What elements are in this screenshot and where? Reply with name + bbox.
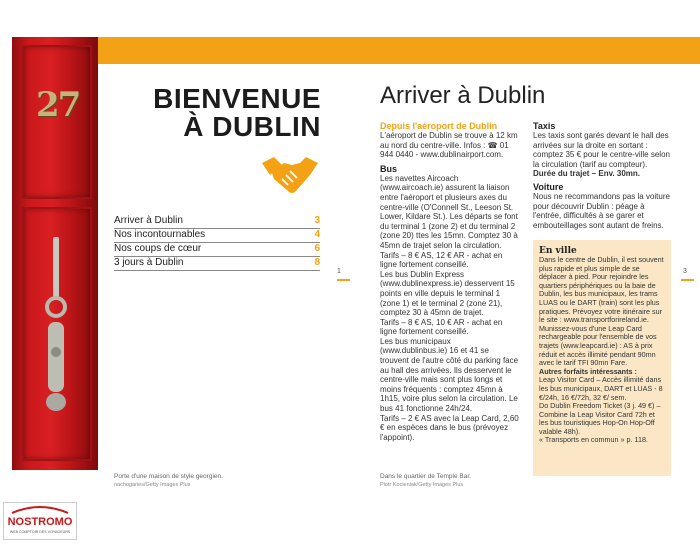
title-line-2: À DUBLIN <box>183 111 321 142</box>
handshake-icon <box>260 153 320 199</box>
en-ville-subheading: Autres forfaits intéressants : <box>539 366 637 376</box>
toc-item[interactable] <box>114 214 320 229</box>
bus-paragraph: Tarifs – 8 € AS, 10 € AR - achat en ligne fortement conseillé. <box>380 317 503 337</box>
logo-tagline: WEB COMPTOIR DES VOYAGEURS <box>9 530 71 534</box>
title-line-1: BIENVENUE <box>153 83 321 114</box>
en-ville-text: Do Dublin Freedom Ticket (3 j. 49 €) – Combine la Leap Visitor Card 72h et les bus touristiques Hop-On Hop-Off valable 48h). <box>539 401 661 436</box>
logo-graphic <box>4 503 76 539</box>
photo-caption-left: Porte d'une maison de style georgien. <box>114 473 223 480</box>
toc-item[interactable] <box>114 228 320 243</box>
airport-text: L'aéroport de Dublin se trouve à 12 km au nord du centre-ville. Infos : ☎ 01 944 0440 - www.dublinairport.com. <box>380 131 518 160</box>
door-number: 27 <box>36 85 80 125</box>
page-number-right: 3 <box>683 268 687 275</box>
bus-paragraph: Tarifs – 8 € AS, 12 € AR - achat en ligne fortement conseillé. <box>380 250 503 270</box>
en-ville-heading: En ville <box>539 246 577 256</box>
bus-paragraph: Les navettes Aircoach (www.aircoach.ie) assurent la liaison entre l'aéroport et plusieurs axes du centre-ville (O'Connell St., Leeson St. Lower, Kildare St.). Les départs se font du terminal 1 (zone 2) et du terminal 2 (zone 20) ttes les 15mn. Comptez 30 à 45mn de trajet selon la circulation. <box>380 173 518 250</box>
bus-paragraph: Tarifs – 2 € AS avec la Leap Card, 2,60 € en espèces dans le bus (prévoyez l'appoint). <box>380 413 519 442</box>
airport-heading: Depuis l'aéroport de Dublin <box>380 121 498 131</box>
page-marker-left <box>337 279 350 281</box>
logo-brand: NOSTROMO <box>7 516 73 528</box>
airport-column <box>380 121 520 442</box>
orange-header-bar <box>98 37 700 64</box>
page-title-left <box>140 85 321 141</box>
taxis-heading: Taxis <box>533 121 556 131</box>
toc-label: 3 jours à Dublin <box>114 257 184 268</box>
voiture-text: Nous ne recommandons pas la voiture pour découvrir Dublin : péage à l'entrée, difficultés à se garer et embouteillages sont autant de freins. <box>533 191 670 230</box>
taxis-column <box>533 121 673 230</box>
bus-paragraph: Les bus Dublin Express (www.dublinexpress.ie) desservent 15 points en ville depuis le terminal 1 (zone 1) et le terminal 2 (zone 21), comptez 30 à 45mn de trajet. <box>380 269 515 318</box>
page-number-left: 1 <box>337 268 341 275</box>
en-ville-box <box>533 240 671 476</box>
voiture-heading: Voiture <box>533 181 564 192</box>
toc-page: 3 <box>314 215 320 226</box>
toc-label: Nos coups de cœur <box>114 243 202 254</box>
en-ville-text: « Transports en commun » p. 118. <box>539 435 648 445</box>
en-ville-text: Munissez-vous d'une Leap Card rechargeable pour l'ensemble de vos trajets (www.leapcard.ie) : AS à prix réduit et accès illimité pendant 90mn avec le tarif TFI 90mn Fare. <box>539 323 657 368</box>
en-ville-text: Leap Visitor Card – Accès illimité dans les bus municipaux, DART et LUAS - 8 €/24h, 16 €/72h, 32 €/ sem. <box>539 375 663 402</box>
en-ville-text: Dans le centre de Dublin, il est souvent plus rapide et plus simple de se déplacer à pied. Pour rejoindre les quartiers périphériques ou la baie de Dublin, les bus municipaux, les trams LUAS ou le DART (train) sont les plus pratiques. Prévoyez votre itinéraire sur le site : www.transportforireland.ie. <box>539 255 664 325</box>
page-title-right: Arriver à Dublin <box>380 82 546 109</box>
door-photo <box>12 37 98 470</box>
nostromo-logo <box>3 502 77 540</box>
toc-label: Nos incontournables <box>114 229 206 240</box>
toc-label: Arriver à Dublin <box>114 215 183 226</box>
toc-page: 4 <box>314 229 320 240</box>
bus-heading: Bus <box>380 163 398 174</box>
photo-credit-left: nachogaries/Getty Images Plus <box>114 482 191 488</box>
toc-page: 8 <box>314 257 320 268</box>
taxis-duration: Durée du trajet – Env. 30mn. <box>533 169 640 179</box>
photo-caption-right: Dans le quartier de Temple Bar. <box>380 473 471 480</box>
bus-paragraph: Les bus municipaux (www.dublinbus.ie) 16 et 41 se trouvent de l'autre côté du parking face au hall des arrivées. Ils desservent le centre-ville mais sont plus longs et moins fréquents : comptez 45mn à 1h15, voire plus selon la circulation. Le bus 41 fonctionne 24h/24. <box>380 336 519 414</box>
page-marker-right <box>681 279 694 281</box>
toc-item[interactable] <box>114 242 320 257</box>
toc-item[interactable] <box>114 256 320 271</box>
photo-credit-right: Piotr Kocieniak/Getty Images Plus <box>380 482 464 488</box>
taxis-text: Les taxis sont garés devant le hall des arrivées sur la droite en sortant : comptez 35 € pour le centre-ville selon la circulation (tarif au compteur). <box>533 131 670 169</box>
toc-page: 6 <box>314 243 320 254</box>
door-knocker-icon <box>42 237 70 417</box>
